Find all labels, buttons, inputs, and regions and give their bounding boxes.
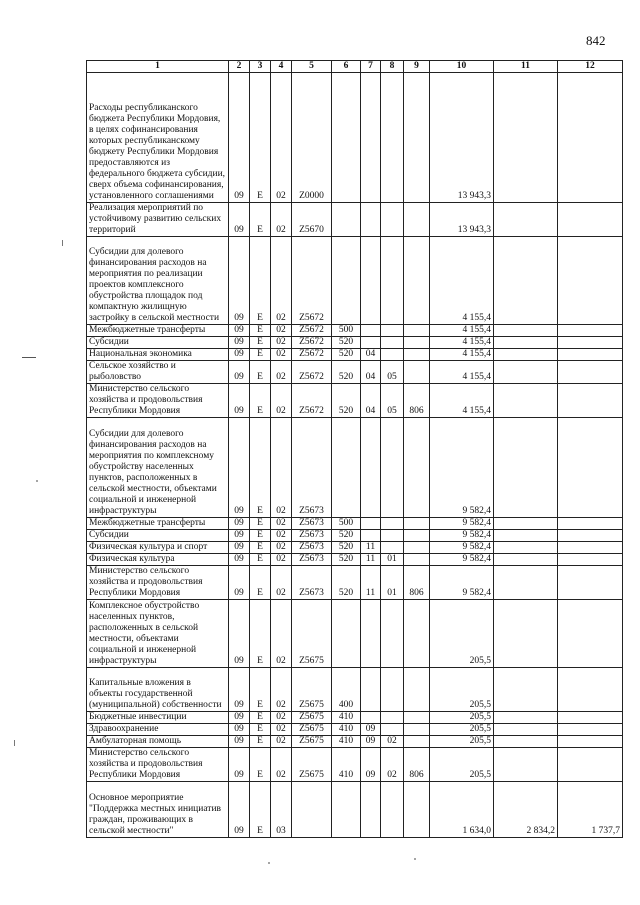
cell-program: Е (250, 73, 271, 203)
cell-subsection (381, 542, 404, 554)
cell-program: Е (250, 782, 271, 838)
cell-subsection (381, 518, 404, 530)
cell-target-article: Z5675 (292, 668, 332, 712)
table-body (87, 73, 623, 838)
cell-program: Е (250, 349, 271, 361)
cell-section (361, 237, 381, 325)
cell-department (404, 736, 430, 748)
row-name: Здравоохранение (87, 724, 229, 736)
cell-target-article: Z5675 (292, 748, 332, 782)
cell-program: Е (250, 530, 271, 542)
cell-amount-year-1: 9 582,4 (430, 566, 494, 600)
cell-subprogram: 02 (271, 542, 292, 554)
row-name: Физическая культура и спорт (87, 542, 229, 554)
row-name: Субсидии для долевого финансирования расходов на мероприятия по реализации проектов комплексного обустройства площадок под компактную жилищную застройку в сельской местности (87, 237, 229, 325)
cell-department (404, 337, 430, 349)
cell-section (361, 418, 381, 518)
cell-target-article (292, 782, 332, 838)
cell-program: Е (250, 600, 271, 668)
cell-expense-type: 520 (332, 384, 361, 418)
cell-ministry-code: 09 (229, 349, 250, 361)
row-name: Межбюджетные трансферты (87, 518, 229, 530)
cell-subprogram: 02 (271, 349, 292, 361)
cell-subsection (381, 724, 404, 736)
row-name: Расходы республиканского бюджета Республики Мордовия, в целях софинансирования которых республиканскому бюджету Республики Мордовия предоставляются из федерального бюджета субсидии, сверх объема софинансирования, установленного соглашениями (87, 73, 229, 203)
row-name: Национальная экономика (87, 349, 229, 361)
column-header: 8 (381, 61, 404, 73)
column-header: 10 (430, 61, 494, 73)
column-header: 7 (361, 61, 381, 73)
cell-subsection (381, 600, 404, 668)
cell-ministry-code: 09 (229, 600, 250, 668)
cell-subsection (381, 349, 404, 361)
cell-amount-year-3 (558, 712, 623, 724)
scan-mark (62, 240, 63, 246)
cell-amount-year-3 (558, 418, 623, 518)
cell-amount-year-1: 9 582,4 (430, 542, 494, 554)
cell-ministry-code: 09 (229, 384, 250, 418)
cell-program: Е (250, 361, 271, 384)
cell-expense-type: 500 (332, 518, 361, 530)
cell-ministry-code: 09 (229, 736, 250, 748)
cell-subsection (381, 418, 404, 518)
cell-amount-year-2 (494, 566, 558, 600)
table-row (87, 518, 623, 530)
cell-amount-year-2 (494, 73, 558, 203)
cell-ministry-code: 09 (229, 325, 250, 337)
cell-section: 04 (361, 384, 381, 418)
cell-amount-year-2 (494, 668, 558, 712)
cell-amount-year-3 (558, 203, 623, 237)
column-header: 11 (494, 61, 558, 73)
cell-subsection: 05 (381, 384, 404, 418)
cell-subprogram: 02 (271, 736, 292, 748)
row-name: Бюджетные инвестиции (87, 712, 229, 724)
cell-department (404, 530, 430, 542)
scan-mark (14, 740, 15, 746)
cell-program: Е (250, 237, 271, 325)
cell-amount-year-2 (494, 530, 558, 542)
cell-department (404, 325, 430, 337)
cell-ministry-code: 09 (229, 518, 250, 530)
cell-amount-year-1: 4 155,4 (430, 325, 494, 337)
cell-department (404, 554, 430, 566)
cell-amount-year-1: 205,5 (430, 668, 494, 712)
cell-ministry-code: 09 (229, 712, 250, 724)
column-header: 4 (271, 61, 292, 73)
table-header-row (87, 61, 623, 73)
cell-program: Е (250, 325, 271, 337)
cell-amount-year-2 (494, 748, 558, 782)
cell-amount-year-2 (494, 384, 558, 418)
cell-amount-year-2 (494, 554, 558, 566)
cell-subsection (381, 203, 404, 237)
table-row (87, 418, 623, 518)
cell-ministry-code: 09 (229, 782, 250, 838)
column-header: 5 (292, 61, 332, 73)
cell-amount-year-1: 205,5 (430, 712, 494, 724)
cell-department (404, 73, 430, 203)
row-name: Межбюджетные трансферты (87, 325, 229, 337)
cell-expense-type: 520 (332, 361, 361, 384)
cell-target-article: Z5673 (292, 554, 332, 566)
cell-subprogram: 02 (271, 668, 292, 712)
cell-ministry-code: 09 (229, 418, 250, 518)
cell-subprogram: 02 (271, 325, 292, 337)
cell-department: 806 (404, 566, 430, 600)
cell-ministry-code: 09 (229, 566, 250, 600)
table-row (87, 530, 623, 542)
cell-program: Е (250, 418, 271, 518)
cell-subprogram: 03 (271, 782, 292, 838)
cell-ministry-code: 09 (229, 361, 250, 384)
cell-expense-type (332, 73, 361, 203)
cell-target-article: Z5673 (292, 418, 332, 518)
cell-target-article: Z5672 (292, 325, 332, 337)
page-number: 842 (586, 33, 606, 48)
cell-program: Е (250, 337, 271, 349)
cell-amount-year-3 (558, 554, 623, 566)
row-name: Министерство сельского хозяйства и продовольствия Республики Мордовия (87, 748, 229, 782)
column-header: 3 (250, 61, 271, 73)
cell-subsection: 02 (381, 736, 404, 748)
cell-target-article: Z5675 (292, 736, 332, 748)
cell-subsection (381, 73, 404, 203)
cell-section: 11 (361, 554, 381, 566)
cell-target-article: Z5672 (292, 337, 332, 349)
cell-amount-year-2 (494, 349, 558, 361)
cell-amount-year-3 (558, 600, 623, 668)
cell-program: Е (250, 384, 271, 418)
cell-subprogram: 02 (271, 237, 292, 325)
cell-ministry-code: 09 (229, 668, 250, 712)
cell-amount-year-3 (558, 237, 623, 325)
cell-ministry-code: 09 (229, 203, 250, 237)
cell-subprogram: 02 (271, 554, 292, 566)
cell-target-article: Z5672 (292, 384, 332, 418)
table-row (87, 736, 623, 748)
cell-subsection (381, 237, 404, 325)
cell-expense-type: 410 (332, 736, 361, 748)
cell-target-article: Z5673 (292, 530, 332, 542)
cell-subprogram: 02 (271, 361, 292, 384)
cell-subsection: 01 (381, 554, 404, 566)
cell-expense-type: 520 (332, 542, 361, 554)
cell-program: Е (250, 748, 271, 782)
cell-expense-type: 520 (332, 566, 361, 600)
table-row (87, 668, 623, 712)
cell-section (361, 782, 381, 838)
cell-amount-year-1: 205,5 (430, 724, 494, 736)
cell-expense-type (332, 418, 361, 518)
cell-amount-year-3 (558, 724, 623, 736)
cell-program: Е (250, 736, 271, 748)
cell-target-article: Z5673 (292, 518, 332, 530)
cell-target-article: Z5673 (292, 542, 332, 554)
cell-target-article: Z5672 (292, 349, 332, 361)
cell-section (361, 600, 381, 668)
cell-subsection: 05 (381, 361, 404, 384)
cell-department (404, 203, 430, 237)
cell-amount-year-2 (494, 418, 558, 518)
table-row (87, 712, 623, 724)
cell-target-article: Z5675 (292, 600, 332, 668)
cell-program: Е (250, 518, 271, 530)
cell-amount-year-2 (494, 361, 558, 384)
cell-subsection: 02 (381, 748, 404, 782)
cell-department (404, 237, 430, 325)
cell-department (404, 600, 430, 668)
cell-expense-type (332, 237, 361, 325)
cell-subsection (381, 337, 404, 349)
cell-department (404, 724, 430, 736)
cell-program: Е (250, 203, 271, 237)
cell-section: 04 (361, 361, 381, 384)
cell-program: Е (250, 724, 271, 736)
cell-subprogram: 02 (271, 73, 292, 203)
cell-subprogram: 02 (271, 712, 292, 724)
cell-target-article: Z5672 (292, 237, 332, 325)
cell-amount-year-1: 9 582,4 (430, 418, 494, 518)
cell-department (404, 542, 430, 554)
cell-amount-year-1: 13 943,3 (430, 203, 494, 237)
cell-amount-year-3 (558, 518, 623, 530)
cell-amount-year-1: 4 155,4 (430, 337, 494, 349)
cell-amount-year-1: 13 943,3 (430, 73, 494, 203)
cell-amount-year-2 (494, 237, 558, 325)
cell-subprogram: 02 (271, 530, 292, 542)
cell-amount-year-2 (494, 203, 558, 237)
cell-subprogram: 02 (271, 748, 292, 782)
cell-expense-type: 400 (332, 668, 361, 712)
column-header: 9 (404, 61, 430, 73)
cell-amount-year-2 (494, 600, 558, 668)
row-name: Основное мероприятие "Поддержка местных инициатив граждан, проживающих в сельской местности" (87, 782, 229, 838)
cell-amount-year-3 (558, 736, 623, 748)
cell-amount-year-3 (558, 566, 623, 600)
cell-target-article: Z0000 (292, 73, 332, 203)
cell-subprogram: 02 (271, 203, 292, 237)
cell-department (404, 418, 430, 518)
cell-amount-year-3 (558, 337, 623, 349)
cell-subprogram: 02 (271, 384, 292, 418)
table-row (87, 73, 623, 203)
cell-expense-type: 520 (332, 337, 361, 349)
cell-expense-type: 520 (332, 554, 361, 566)
row-name: Капитальные вложения в объекты государственной (муниципальной) собственности (87, 668, 229, 712)
budget-table (86, 60, 623, 838)
cell-amount-year-2: 2 834,2 (494, 782, 558, 838)
table-row (87, 782, 623, 838)
cell-amount-year-1: 9 582,4 (430, 554, 494, 566)
cell-department: 806 (404, 384, 430, 418)
cell-amount-year-2 (494, 724, 558, 736)
cell-amount-year-3 (558, 668, 623, 712)
table-row (87, 566, 623, 600)
cell-program: Е (250, 566, 271, 600)
row-name: Министерство сельского хозяйства и продовольствия Республики Мордовия (87, 566, 229, 600)
cell-amount-year-2 (494, 712, 558, 724)
column-header: 6 (332, 61, 361, 73)
cell-expense-type: 410 (332, 724, 361, 736)
cell-expense-type (332, 600, 361, 668)
cell-target-article: Z5673 (292, 566, 332, 600)
cell-section (361, 325, 381, 337)
cell-subprogram: 02 (271, 518, 292, 530)
cell-amount-year-2 (494, 337, 558, 349)
cell-subsection: 01 (381, 566, 404, 600)
cell-department (404, 518, 430, 530)
cell-amount-year-3 (558, 361, 623, 384)
cell-subprogram: 02 (271, 566, 292, 600)
cell-amount-year-2 (494, 736, 558, 748)
cell-section (361, 337, 381, 349)
table-row (87, 724, 623, 736)
cell-department (404, 349, 430, 361)
cell-subprogram: 02 (271, 724, 292, 736)
cell-target-article: Z5675 (292, 724, 332, 736)
cell-amount-year-1: 1 634,0 (430, 782, 494, 838)
cell-department (404, 668, 430, 712)
cell-expense-type: 500 (332, 325, 361, 337)
cell-section: 04 (361, 349, 381, 361)
table-row (87, 325, 623, 337)
cell-amount-year-3: 1 737,7 (558, 782, 623, 838)
row-name: Амбулаторная помощь (87, 736, 229, 748)
scan-speck (414, 858, 416, 860)
cell-target-article: Z5672 (292, 361, 332, 384)
cell-subsection (381, 325, 404, 337)
cell-section (361, 530, 381, 542)
cell-amount-year-1: 205,5 (430, 736, 494, 748)
row-name: Субсидии для долевого финансирования расходов на мероприятия по комплексному обустройству населенных пунктов, расположенных в сельской местности, объектами социальной и инженерной инфраструктуры (87, 418, 229, 518)
cell-amount-year-2 (494, 542, 558, 554)
cell-program: Е (250, 554, 271, 566)
cell-department (404, 712, 430, 724)
column-header: 2 (229, 61, 250, 73)
cell-amount-year-3 (558, 748, 623, 782)
cell-subsection (381, 530, 404, 542)
cell-section: 11 (361, 542, 381, 554)
table-row (87, 554, 623, 566)
column-header: 1 (87, 61, 229, 73)
cell-amount-year-1: 4 155,4 (430, 237, 494, 325)
cell-expense-type: 410 (332, 748, 361, 782)
row-name: Реализация мероприятий по устойчивому развитию сельских территорий (87, 203, 229, 237)
table-row (87, 600, 623, 668)
cell-program: Е (250, 712, 271, 724)
table-row (87, 748, 623, 782)
table-row (87, 384, 623, 418)
cell-department (404, 361, 430, 384)
cell-subsection (381, 782, 404, 838)
table-row (87, 361, 623, 384)
cell-expense-type (332, 782, 361, 838)
row-name: Физическая культура (87, 554, 229, 566)
cell-ministry-code: 09 (229, 237, 250, 325)
scan-speck (36, 480, 38, 482)
cell-section (361, 668, 381, 712)
cell-section (361, 203, 381, 237)
cell-expense-type (332, 203, 361, 237)
row-name: Комплексное обустройство населенных пунктов, расположенных в сельской местности, объектами социальной и инженерной инфраструктуры (87, 600, 229, 668)
cell-program: Е (250, 668, 271, 712)
cell-subsection (381, 712, 404, 724)
cell-section: 11 (361, 566, 381, 600)
cell-subsection (381, 668, 404, 712)
cell-amount-year-1: 4 155,4 (430, 384, 494, 418)
cell-expense-type: 520 (332, 530, 361, 542)
cell-section: 09 (361, 724, 381, 736)
cell-section (361, 712, 381, 724)
table-row (87, 542, 623, 554)
cell-target-article: Z5675 (292, 712, 332, 724)
row-name: Сельское хозяйство и рыболовство (87, 361, 229, 384)
cell-amount-year-3 (558, 384, 623, 418)
row-name: Субсидии (87, 337, 229, 349)
cell-amount-year-2 (494, 518, 558, 530)
cell-amount-year-1: 4 155,4 (430, 349, 494, 361)
cell-amount-year-3 (558, 73, 623, 203)
cell-department (404, 782, 430, 838)
cell-ministry-code: 09 (229, 542, 250, 554)
cell-amount-year-1: 4 155,4 (430, 361, 494, 384)
cell-section (361, 518, 381, 530)
cell-department: 806 (404, 748, 430, 782)
cell-program: Е (250, 542, 271, 554)
cell-section: 09 (361, 736, 381, 748)
cell-ministry-code: 09 (229, 73, 250, 203)
scan-mark (22, 357, 36, 358)
cell-amount-year-3 (558, 542, 623, 554)
column-header: 12 (558, 61, 623, 73)
cell-target-article: Z5670 (292, 203, 332, 237)
table-row (87, 349, 623, 361)
cell-ministry-code: 09 (229, 530, 250, 542)
cell-amount-year-1: 205,5 (430, 600, 494, 668)
cell-ministry-code: 09 (229, 748, 250, 782)
table-row (87, 237, 623, 325)
cell-expense-type: 410 (332, 712, 361, 724)
row-name: Субсидии (87, 530, 229, 542)
table-row (87, 337, 623, 349)
cell-ministry-code: 09 (229, 337, 250, 349)
cell-ministry-code: 09 (229, 554, 250, 566)
cell-section: 09 (361, 748, 381, 782)
cell-amount-year-1: 205,5 (430, 748, 494, 782)
cell-amount-year-1: 9 582,4 (430, 530, 494, 542)
cell-expense-type: 520 (332, 349, 361, 361)
cell-amount-year-3 (558, 349, 623, 361)
cell-amount-year-1: 9 582,4 (430, 518, 494, 530)
table-row (87, 203, 623, 237)
cell-subprogram: 02 (271, 337, 292, 349)
cell-amount-year-3 (558, 530, 623, 542)
cell-amount-year-3 (558, 325, 623, 337)
cell-ministry-code: 09 (229, 724, 250, 736)
cell-amount-year-2 (494, 325, 558, 337)
cell-section (361, 73, 381, 203)
cell-subprogram: 02 (271, 600, 292, 668)
cell-subprogram: 02 (271, 418, 292, 518)
scan-speck (268, 862, 270, 864)
row-name: Министерство сельского хозяйства и продовольствия Республики Мордовия (87, 384, 229, 418)
